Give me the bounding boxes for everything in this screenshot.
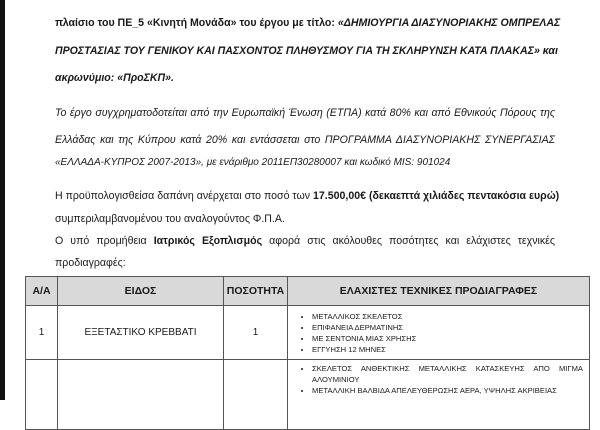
cell-specs bbox=[288, 360, 590, 430]
table-row bbox=[26, 360, 590, 430]
cell-aa bbox=[26, 360, 58, 430]
cell-quantity: 1 bbox=[224, 306, 288, 360]
paragraph-line: προδιαγραφές: bbox=[55, 257, 126, 269]
header-specs: ΕΛΑΧΙΣΤΕΣ ΤΕΧΝΙΚΕΣ ΠΡΟΔΙΑΓΡΑΦΕΣ bbox=[288, 277, 590, 306]
cell-item bbox=[58, 360, 224, 430]
spec-item: • ΕΠΙΦΑΝΕΙΑ ΔΕΡΜΑΤΙΝΗΣ bbox=[312, 322, 583, 333]
spec-item: • ΜΕ ΣΕΝΤΟΝΙΑ ΜΙΑΣ ΧΡΗΣΗΣ bbox=[312, 333, 583, 344]
header-item: ΕΙΔΟΣ bbox=[58, 277, 224, 306]
page-edge bbox=[0, 0, 5, 400]
cell-specs bbox=[288, 306, 590, 360]
table-row bbox=[26, 306, 590, 360]
cell-item: ΕΞΕΤΑΣΤΙΚΟ ΚΡΕΒΒΑΤΙ bbox=[58, 306, 224, 360]
spec-item: • ΜΕΤΑΛΛΙΚΗ ΒΑΛΒΙΔΑ ΑΠΕΛΕΥΘΕΡΩΣΗΣ ΑΕΡΑ, ΥΨΗΛΗΣ ΑΚΡΙΒΕΙΑΣ bbox=[312, 385, 583, 396]
paragraph-line: πλαίσιο του ΠΕ_5 «Κινητή Μονάδα» του έργου με τίτλο: «ΔΗΜΙΟΥΡΓΙΑ ΔΙΑΣΥΝΟΡΙΑΚΗΣ ΟΜΠΡΕΛΑΣ bbox=[55, 17, 561, 29]
cell-quantity bbox=[224, 360, 288, 430]
header-quantity: ΠΟΣΟΤΗΤΑ bbox=[224, 277, 288, 306]
paragraph-line: «ΕΛΛΑΔΑ-ΚΥΠΡΟΣ 2007-2013», με ενάριθμο 2011ΕΠ30280007 και κωδικό MIS: 901024 bbox=[55, 157, 451, 168]
paragraph-line: Ελλάδας και της Κύπρου κατά 20% και εντάσσεται στο ΠΡΟΓΡΑΜΜΑ ΔΙΑΣΥΝΟΡΙΑΚΗΣ ΣΥΝΕΡΓΑΣΙΑΣ bbox=[55, 134, 555, 146]
paragraph-line: Η προϋπολογισθείσα δαπάνη ανέρχεται στο ποσό των 17.500,00€ (δεκαεπτά χιλιάδες πεντακόσια ευρώ) bbox=[55, 190, 560, 202]
header-aa: Α/Α bbox=[26, 277, 58, 306]
paragraph-line: ακρωνύμιο: «ΠροΣΚΠ». bbox=[55, 72, 174, 84]
spec-item: • ΜΕΤΑΛΛΙΚΟΣ ΣΚΕΛΕΤΟΣ bbox=[312, 311, 583, 322]
paragraph-line: Το έργο συγχρηματοδοτείται από την Ευρωπαϊκή Ένωση (ΕΤΠΑ) κατά 80% και από Εθνικούς Πόρους της bbox=[55, 107, 555, 119]
spec-item: • ΕΓΓΥΗΣΗ 12 ΜΗΝΕΣ bbox=[312, 344, 583, 355]
paragraph-line: Ο υπό προμήθεια Ιατρικός Εξοπλισμός αφορά στις ακόλουθες ποσότητες και ελάχιστες τεχνικές bbox=[55, 235, 555, 247]
cell-aa: 1 bbox=[26, 306, 58, 360]
paragraph-line: συμπεριλαμβανομένου του αναλογούντος Φ.Π.Α. bbox=[55, 213, 285, 225]
specifications-table bbox=[25, 276, 590, 430]
table-header-row bbox=[26, 277, 590, 306]
paragraph-line: ΠΡΟΣΤΑΣΙΑΣ ΤΟΥ ΓΕΝΙΚΟΥ ΚΑΙ ΠΑΣΧΟΝΤΟΣ ΠΛΗΘΥΣΜΟΥ ΓΙΑ ΤΗ ΣΚΛΗΡΥΝΣΗ ΚΑΤΑ ΠΛΑΚΑΣ» και bbox=[55, 45, 558, 57]
spec-item: • ΣΚΕΛΕΤΟΣ ΑΝΘΕΚΤΙΚΗΣ ΜΕΤΑΛΛΙΚΗΣ ΚΑΤΑΣΚΕΥΗΣ ΑΠΟ ΜΙΓΜΑ ΑΛΟΥΜΙΝΙΟΥ bbox=[312, 363, 583, 385]
